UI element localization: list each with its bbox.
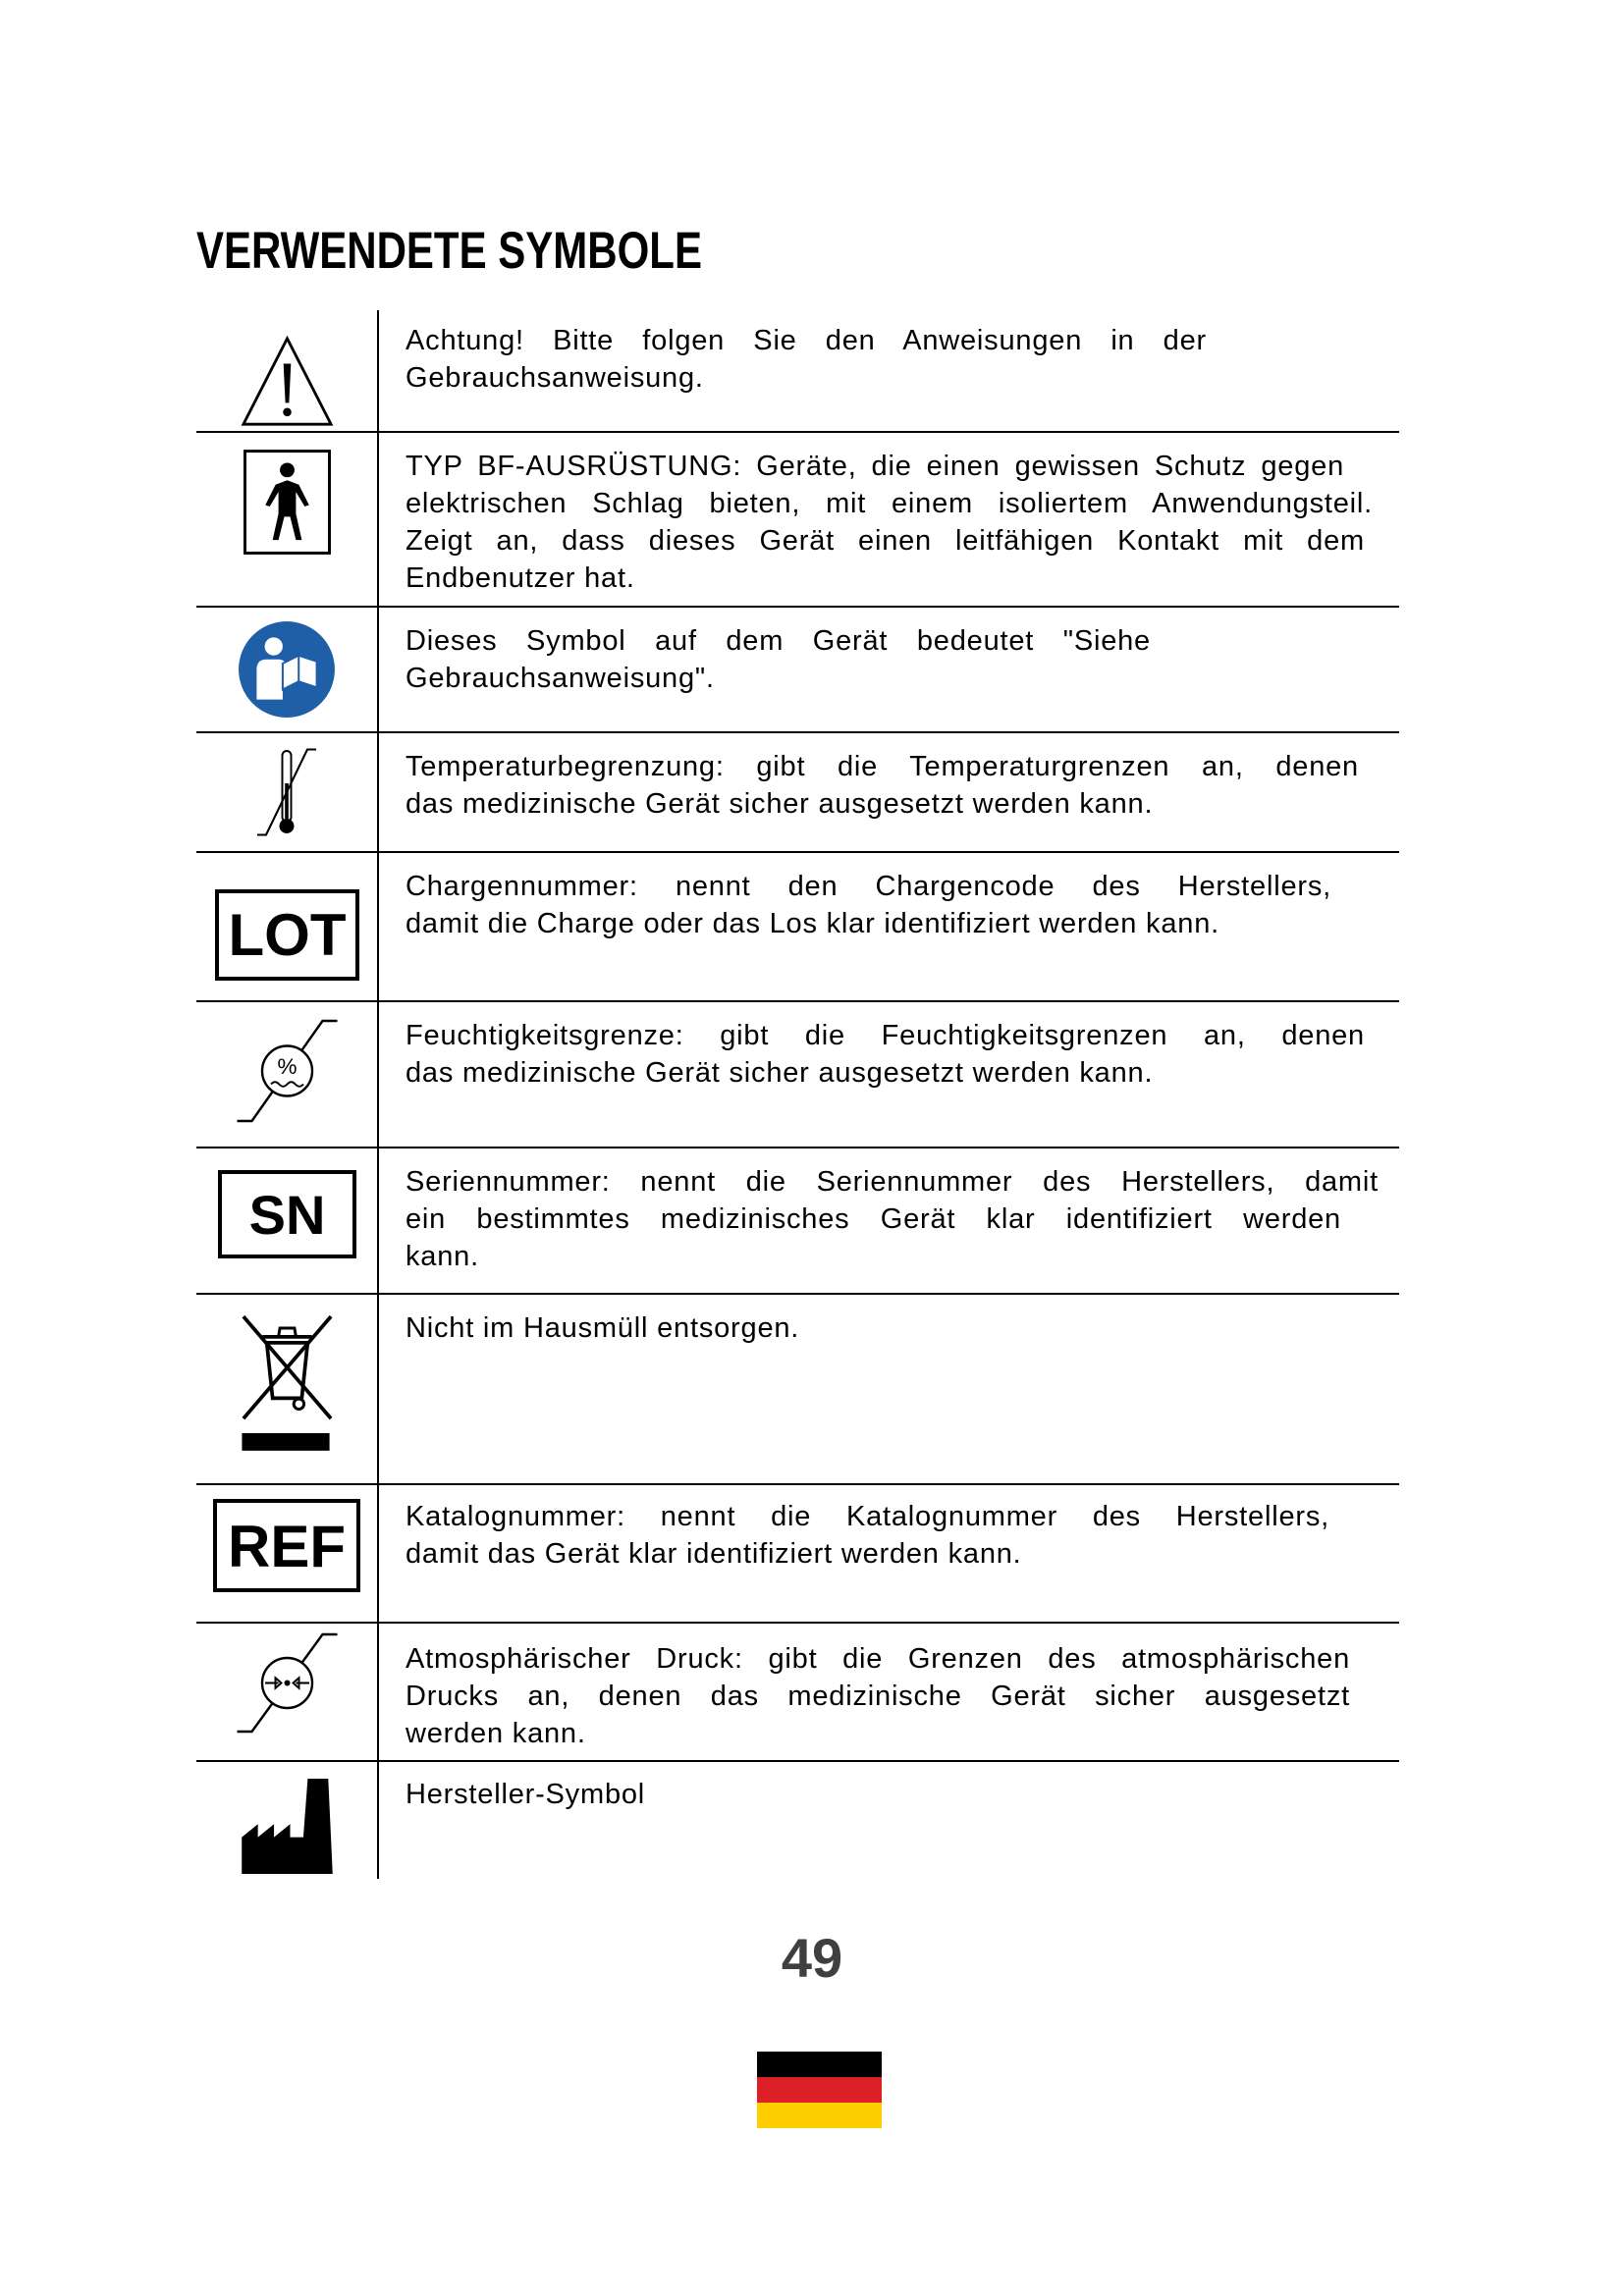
symbol-row-humidity-limit: [196, 1002, 1399, 1148]
icon-cell: [196, 1485, 379, 1622]
symbol-description: [379, 310, 1399, 431]
icon-cell: [196, 1002, 379, 1147]
page-number: 49: [781, 1927, 843, 1989]
symbol-row-lot: [196, 853, 1399, 1002]
symbol-description: [379, 1762, 1399, 1879]
lot-label: LOT: [228, 901, 346, 968]
description-line: damit das Gerät klar identifiziert werden kann.: [406, 1538, 1022, 1570]
description-line: elektrischen Schlag bieten, mit einem isoliertem Anwendungsteil.: [406, 488, 1373, 519]
icon-cell: [196, 1295, 379, 1483]
symbol-description: [379, 1624, 1399, 1760]
sn-label: SN: [248, 1183, 325, 1246]
symbol-description: [379, 1002, 1399, 1147]
temperature-limit-icon: [257, 745, 316, 839]
description-line: Nicht im Hausmüll entsorgen.: [406, 1312, 800, 1344]
description-line: Achtung! Bitte folgen Sie den Anweisungen in der: [406, 325, 1207, 356]
description-line: Gebrauchsanweisung".: [406, 663, 715, 694]
icon-cell: [196, 608, 379, 731]
description-line: Drucks an, denen das medizinische Gerät sicher ausgesetzt: [406, 1681, 1350, 1712]
humidity-percent-label: %: [276, 1053, 298, 1079]
description-line: werden kann.: [406, 1718, 586, 1749]
flag-stripe-black: [757, 2052, 882, 2077]
description-line: das medizinische Gerät sicher ausgesetzt werden kann.: [406, 1057, 1154, 1089]
instruction-manual-icon: [237, 619, 337, 720]
symbol-row-serial-number: [196, 1148, 1399, 1295]
humidity-limit-icon: [236, 1018, 339, 1124]
ref-icon: [213, 1499, 360, 1592]
description-line: TYP BF-AUSRÜSTUNG: Geräte, die einen gewissen Schutz gegen: [406, 451, 1344, 482]
german-flag-icon: [757, 2052, 882, 2128]
icon-cell: [196, 1148, 379, 1293]
flag-stripe-red: [757, 2077, 882, 2103]
symbol-description: [379, 433, 1399, 606]
icon-cell: [196, 1624, 379, 1760]
icon-cell: [196, 733, 379, 851]
symbol-description: [379, 853, 1399, 1000]
description-line: Seriennummer: nennt die Seriennummer des Herstellers, damit: [406, 1166, 1379, 1198]
description-line: damit die Charge oder das Los klar identifiziert werden kann.: [406, 908, 1219, 939]
symbol-row-instruction-manual: [196, 608, 1399, 733]
manufacturer-icon: [242, 1776, 333, 1874]
icon-cell: [196, 1762, 379, 1879]
symbol-row-manufacturer: [196, 1762, 1399, 1879]
icon-cell: [196, 433, 379, 606]
description-line: Feuchtigkeitsgrenze: gibt die Feuchtigkeitsgrenzen an, denen: [406, 1020, 1365, 1051]
symbol-row-disposal: [196, 1295, 1399, 1485]
description-line: Atmosphärischer Druck: gibt die Grenzen des atmosphärischen: [406, 1643, 1350, 1675]
symbol-row-warning: [196, 310, 1399, 433]
pressure-limit-icon: [236, 1631, 339, 1735]
ref-label: REF: [228, 1514, 346, 1579]
type-bf-icon: [244, 450, 331, 555]
symbol-row-type-bf: [196, 433, 1399, 608]
symbol-row-pressure-limit: [196, 1624, 1399, 1762]
description-line: das medizinische Gerät sicher ausgesetzt werden kann.: [406, 788, 1154, 820]
serial-number-icon: [218, 1170, 356, 1258]
symbol-row-ref: [196, 1485, 1399, 1624]
crossed-out-bin-icon: [235, 1308, 340, 1454]
description-line: ein bestimmtes medizinisches Gerät klar identifiziert werden: [406, 1203, 1341, 1235]
description-line: kann.: [406, 1241, 479, 1272]
symbol-description: [379, 1485, 1399, 1622]
description-line: Endbenutzer hat.: [406, 562, 635, 594]
description-line: Katalognummer: nennt die Katalognummer des Herstellers,: [406, 1501, 1329, 1532]
symbol-description: [379, 1148, 1399, 1293]
flag-stripe-gold: [757, 2103, 882, 2128]
symbols-table: [196, 310, 1399, 1879]
symbol-description: [379, 608, 1399, 731]
description-line: Gebrauchsanweisung.: [406, 362, 704, 394]
symbol-row-temperature-limit: [196, 733, 1399, 853]
description-line: Hersteller-Symbol: [406, 1779, 646, 1810]
description-line: Zeigt an, dass dieses Gerät einen leitfähigen Kontakt mit dem: [406, 525, 1365, 557]
symbol-description: [379, 733, 1399, 851]
description-line: Chargennummer: nennt den Chargencode des Herstellers,: [406, 871, 1331, 902]
icon-cell: [196, 310, 379, 431]
description-line: Dieses Symbol auf dem Gerät bedeutet "Siehe: [406, 625, 1151, 657]
description-line: Temperaturbegrenzung: gibt die Temperaturgrenzen an, denen: [406, 751, 1359, 782]
page-title: VERWENDETE SYMBOLE: [196, 221, 702, 279]
lot-icon: [215, 889, 359, 981]
symbol-description: [379, 1295, 1399, 1483]
icon-cell: [196, 853, 379, 1000]
warning-icon: [241, 336, 334, 427]
